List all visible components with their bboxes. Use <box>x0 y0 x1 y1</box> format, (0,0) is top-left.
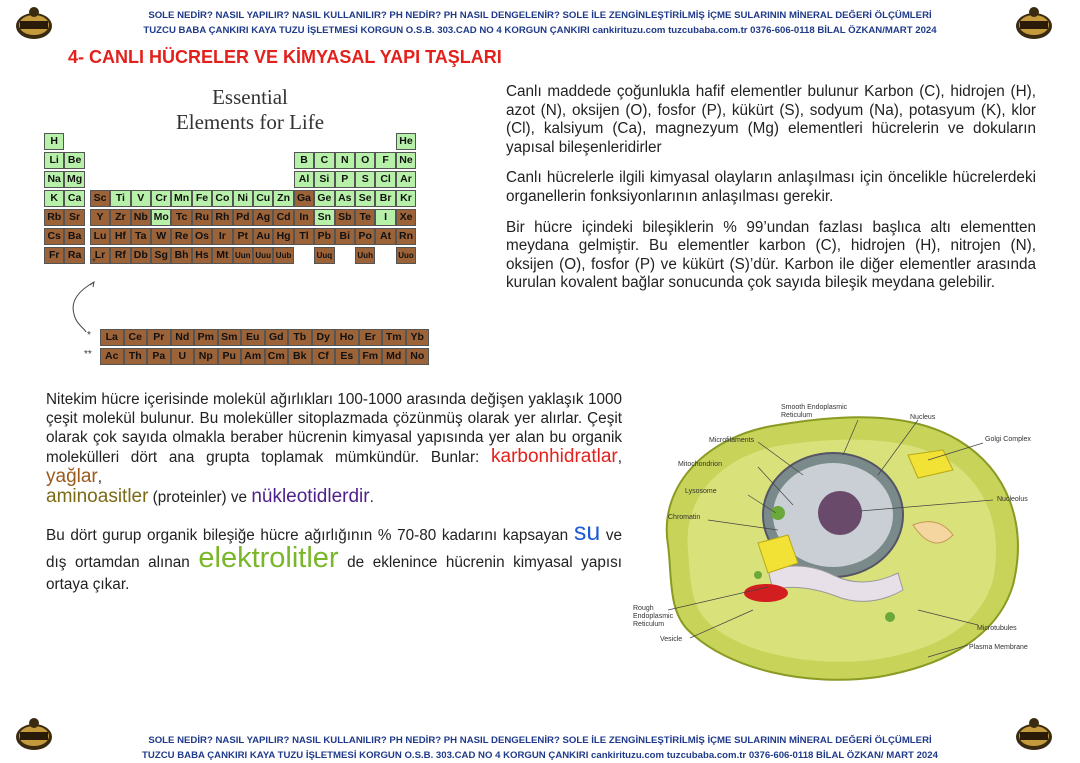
element-Ne: Ne <box>396 152 416 169</box>
element-Cl: Cl <box>375 171 395 188</box>
element-Tc: Tc <box>171 209 191 226</box>
element-Uuo: Uuo <box>396 247 416 264</box>
element-Am: Am <box>241 348 265 365</box>
element-Pa: Pa <box>147 348 171 365</box>
element-Y: Y <box>90 209 110 226</box>
element-U: U <box>171 348 195 365</box>
element-Sn: Sn <box>314 209 334 226</box>
element-Ar: Ar <box>396 171 416 188</box>
sep-2: , <box>97 469 102 486</box>
mitochondrion-shape <box>744 584 788 602</box>
element-Es: Es <box>335 348 359 365</box>
element-Ag: Ag <box>253 209 273 226</box>
small-vesicle-shape-2 <box>754 571 762 579</box>
label-microfilaments: Microfilaments <box>709 437 755 444</box>
element-Ba: Ba <box>64 228 84 245</box>
nucleolus-shape <box>818 491 862 535</box>
label-mitochondrion: Mitochondrion <box>678 461 722 468</box>
term-elektrolitler: elektrolitler <box>198 542 339 574</box>
footer-line-2: TUZCU BABA ÇANKIRI KAYA TUZU İŞLETMESİ KORGUN O.S.B. 303.CAD NO 4 KORGUN ÇANKIRI cankirituzu.com tuzcubaba.com.tr 0376-606-0118 BİLAL ÖZKAN/ MART 2024 <box>142 750 938 761</box>
element-Rf: Rf <box>110 247 130 264</box>
label-smooth-er: Smooth Endoplasmic Reticulum <box>781 404 848 419</box>
left-p2-text: Bu dört gurup organik bileşiğe hücre ağırlığının % 70-80 kadarını kapsayan <box>46 527 574 544</box>
element-H: H <box>44 133 64 150</box>
element-Hf: Hf <box>110 228 130 245</box>
lysosome-shape <box>771 506 785 520</box>
element-C: C <box>314 152 334 169</box>
element-Te: Te <box>355 209 375 226</box>
element-Na: Na <box>44 171 64 188</box>
element-At: At <box>375 228 395 245</box>
left-p2-end: de eklenince hücrenin kimyasal yapısı ortaya çıkar. <box>46 554 622 593</box>
element-Uub: Uub <box>273 247 293 264</box>
label-lysosome: Lysosome <box>685 488 717 495</box>
element-Rb: Rb <box>44 209 64 226</box>
element-Mn: Mn <box>171 190 191 207</box>
element-Uuh: Uuh <box>355 247 375 264</box>
element-Ta: Ta <box>131 228 151 245</box>
element-Th: Th <box>124 348 148 365</box>
term-nukleotidlerdir: nükleotidlerdir <box>251 486 370 507</box>
label-rough-er: Rough Endoplasmic Reticulum <box>633 605 674 628</box>
page-header <box>0 8 1080 38</box>
element-Db: Db <box>131 247 151 264</box>
element-Co: Co <box>212 190 232 207</box>
element-P: P <box>335 171 355 188</box>
element-Cd: Cd <box>273 209 293 226</box>
element-Uuu: Uuu <box>253 247 273 264</box>
element-Se: Se <box>355 190 375 207</box>
element-Uun: Uun <box>233 247 253 264</box>
header-line-2: TUZCU BABA ÇANKIRI KAYA TUZU İŞLETMESİ KORGUN O.S.B. 303.CAD NO 4 KORGUN ÇANKIRI cankirituzu.com tuzcubaba.com.tr 0376-606-0118 BİLAL ÖZKAN/MART 2024 <box>143 25 937 36</box>
element-Nb: Nb <box>131 209 151 226</box>
element-Uuq: Uuq <box>314 247 334 264</box>
element-Mo: Mo <box>151 209 171 226</box>
element-Rh: Rh <box>212 209 232 226</box>
element-Ca: Ca <box>64 190 84 207</box>
element-Po: Po <box>355 228 375 245</box>
label-chromatin: Chromatin <box>668 514 701 521</box>
footer-line-1: SOLE NEDİR? NASIL YAPILIR? NASIL KULLANILIR? PH NEDİR? PH NASIL DENGELENİR? SOLE İLE ZENGİNLEŞTİRİLMİŞ İÇME SULARININ MİNERAL DEĞERİ ÖLÇÜMLERİ <box>148 735 932 746</box>
element-Cf: Cf <box>312 348 336 365</box>
element-Ho: Ho <box>335 329 359 346</box>
term-karbonhidratlar: karbonhidratlar <box>491 446 618 467</box>
element-F: F <box>375 152 395 169</box>
element-Zr: Zr <box>110 209 130 226</box>
element-Ge: Ge <box>314 190 334 207</box>
element-Nd: Nd <box>171 329 195 346</box>
element-Ce: Ce <box>124 329 148 346</box>
right-paragraph-1: Canlı maddede çoğunlukla hafif elementler bulunur Karbon (C), hidrojen (H), azot (N), oksijen (O), fosfor (P), kükürt (S), sodyum (Na), potasyum (K), klor (Cl), kalsiyum (Ca), magnezyum (Mg) elementleri hücrelerin ve dokuların yapısal bileşenleridirler <box>506 83 1036 156</box>
term-aminoasitler: aminoasitler <box>46 486 149 507</box>
element-Li: Li <box>44 152 64 169</box>
element-Be: Be <box>64 152 84 169</box>
element-Sb: Sb <box>335 209 355 226</box>
element-Ru: Ru <box>192 209 212 226</box>
left-paragraph-2 <box>46 518 623 596</box>
element-Sc: Sc <box>90 190 110 207</box>
element-Yb: Yb <box>406 329 430 346</box>
element-He: He <box>396 133 416 150</box>
sep-3: . <box>369 489 374 506</box>
element-Rn: Rn <box>396 228 416 245</box>
element-Si: Si <box>314 171 334 188</box>
left-text-block <box>46 390 622 596</box>
element-V: V <box>131 190 151 207</box>
label-plasma-membrane: Plasma Membrane <box>969 644 1028 651</box>
element-Er: Er <box>359 329 383 346</box>
element-Ti: Ti <box>110 190 130 207</box>
element-Kr: Kr <box>396 190 416 207</box>
page-title: 4- CANLI HÜCRELER VE KİMYASAL YAPI TAŞLARI <box>68 47 502 67</box>
element-Lu: Lu <box>90 228 110 245</box>
element-Hg: Hg <box>273 228 293 245</box>
element-Eu: Eu <box>241 329 265 346</box>
element-Au: Au <box>253 228 273 245</box>
element-Pt: Pt <box>233 228 253 245</box>
element-Al: Al <box>294 171 314 188</box>
element-Br: Br <box>375 190 395 207</box>
element-Sr: Sr <box>64 209 84 226</box>
row-6-marker: * <box>92 257 96 268</box>
periodic-title-line-2: Elements for Life <box>175 110 325 134</box>
element-No: No <box>406 348 430 365</box>
element-Bk: Bk <box>288 348 312 365</box>
element-Os: Os <box>192 228 212 245</box>
element-Lr: Lr <box>90 247 110 264</box>
element-Pd: Pd <box>233 209 253 226</box>
element-Mt: Mt <box>212 247 232 264</box>
element-Np: Np <box>194 348 218 365</box>
element-Pm: Pm <box>194 329 218 346</box>
element-Bh: Bh <box>171 247 191 264</box>
left-p1-mid: (proteinler) ve <box>148 489 252 506</box>
element-S: S <box>355 171 375 188</box>
element-Md: Md <box>382 348 406 365</box>
element-Tm: Tm <box>382 329 406 346</box>
element-Gd: Gd <box>265 329 289 346</box>
label-microtubules: Microtubules <box>977 625 1017 632</box>
term-su: su <box>573 518 601 546</box>
left-p1-text: Nitekim hücre içerisinde molekül ağırlıkları 100-1000 arasında değişen yaklaşık 1000 çeşit molekül bulunur. Bu moleküller sitoplazmada çözünmüş olarak yer alırlar. Çeşit olarak çok sayıda olmakla beraber hücrenin kimyasal yapısında yer alan bu organik molekülleri dört ana grupta toplamak mümkündür. Bunlar: <box>46 391 622 466</box>
term-yaglar: yağlar <box>46 466 98 487</box>
element-Sm: Sm <box>218 329 242 346</box>
element-Fm: Fm <box>359 348 383 365</box>
header-line-1: SOLE NEDİR? NASIL YAPILIR? NASIL KULLANILIR? PH NEDİR? PH NASIL DENGELENİR? SOLE İLE ZENGİNLEŞTİRİLMİŞ İÇME SULARININ MİNERAL DEĞERİ ÖLÇÜMLERİ <box>148 10 932 21</box>
element-Ra: Ra <box>64 247 84 264</box>
element-O: O <box>355 152 375 169</box>
animal-cell-diagram <box>628 395 1040 685</box>
periodic-table-title <box>150 85 350 135</box>
element-Mg: Mg <box>64 171 84 188</box>
element-In: In <box>294 209 314 226</box>
element-Xe: Xe <box>396 209 416 226</box>
right-paragraph-2: Canlı hücrelerle ilgili kimyasal olayların anlaşılması için öncelikle hücrelerdeki organellerin fonksiyonlarının anlaşılması gerekir. <box>506 169 1036 205</box>
element-Tb: Tb <box>288 329 312 346</box>
right-paragraph-3: Bir hücre içindeki bileşiklerin % 99’undan fazlası başlıca altı elementten meydana gelmiştir. Bu elementler karbon (C), hidrojen (H), nitrojen (N), oksijen (O), fosfor (P) ve kükürt (S)’dür. Karbon ile diğer elementler arasında kurulan kovalent bağlar sonucunda çok sayıda bileşik meydana gelebilir. <box>506 218 1036 292</box>
label-nucleolus: Nucleolus <box>997 496 1028 503</box>
element-Bi: Bi <box>335 228 355 245</box>
element-Dy: Dy <box>312 329 336 346</box>
element-Ac: Ac <box>100 348 124 365</box>
right-text-block <box>506 83 1036 293</box>
label-nucleus: Nucleus <box>910 414 936 421</box>
element-W: W <box>151 228 171 245</box>
element-Cm: Cm <box>265 348 289 365</box>
element-Pb: Pb <box>314 228 334 245</box>
element-I: I <box>375 209 395 226</box>
element-Cu: Cu <box>253 190 273 207</box>
element-Zn: Zn <box>273 190 293 207</box>
element-Cr: Cr <box>151 190 171 207</box>
sep-1: , <box>617 449 622 466</box>
element-N: N <box>335 152 355 169</box>
small-vesicle-shape <box>885 612 895 622</box>
element-Hs: Hs <box>192 247 212 264</box>
element-Sg: Sg <box>151 247 171 264</box>
lanthanide-pointer-arrow <box>60 280 100 340</box>
label-vesicle: Vesicle <box>660 636 683 643</box>
element-B: B <box>294 152 314 169</box>
page-footer <box>0 733 1080 763</box>
element-Ir: Ir <box>212 228 232 245</box>
element-La: La <box>100 329 124 346</box>
actinide-marker: ** <box>84 349 92 360</box>
element-Re: Re <box>171 228 191 245</box>
element-Cs: Cs <box>44 228 64 245</box>
element-K: K <box>44 190 64 207</box>
element-Tl: Tl <box>294 228 314 245</box>
element-Pr: Pr <box>147 329 171 346</box>
element-Fr: Fr <box>44 247 64 264</box>
element-Fe: Fe <box>192 190 212 207</box>
lanthanide-marker: * <box>87 330 91 341</box>
label-golgi: Golgi Complex <box>985 436 1031 443</box>
left-p2-mid: ve dış ortamdan alınan <box>46 527 623 571</box>
periodic-title-line-1: Essential <box>212 85 288 109</box>
element-Ga: Ga <box>294 190 314 207</box>
element-As: As <box>335 190 355 207</box>
element-Ni: Ni <box>233 190 253 207</box>
left-paragraph-1 <box>46 390 622 507</box>
element-Pu: Pu <box>218 348 242 365</box>
